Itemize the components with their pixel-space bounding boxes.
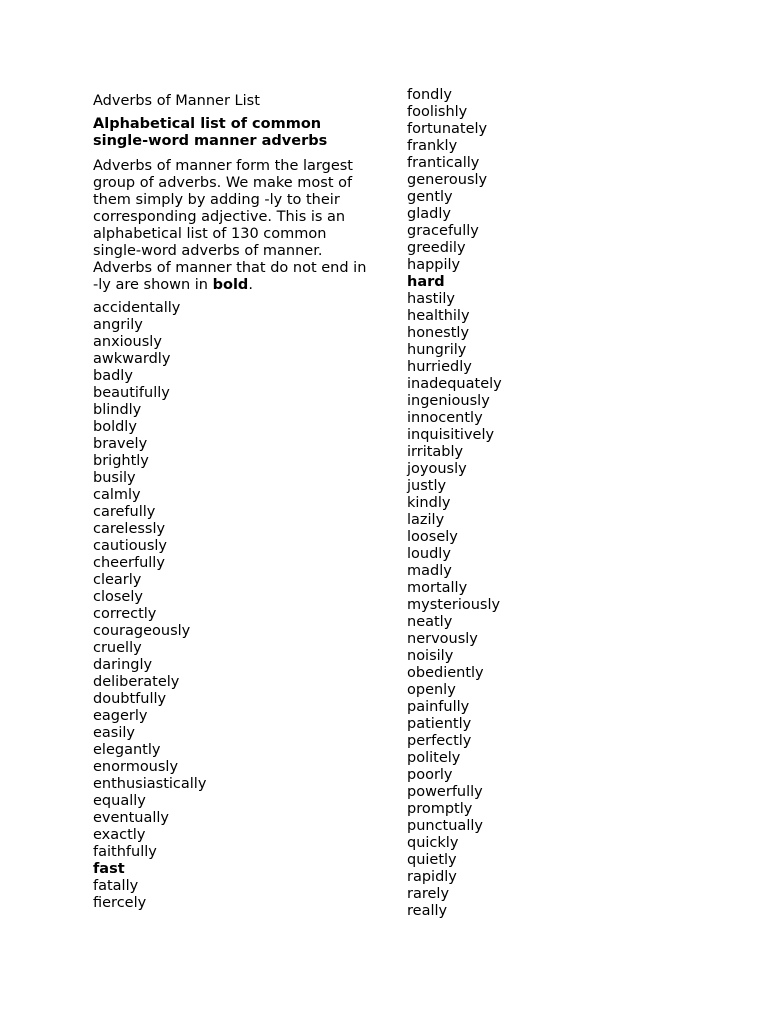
list-item: politely bbox=[407, 750, 461, 766]
list-item: hard bbox=[407, 274, 445, 290]
list-item: perfectly bbox=[407, 733, 472, 749]
list-item: eagerly bbox=[93, 708, 148, 724]
list-item: rapidly bbox=[407, 869, 457, 885]
list-item: really bbox=[407, 903, 448, 919]
list-item: busily bbox=[93, 470, 136, 486]
list-item: anxiously bbox=[93, 334, 162, 350]
list-item: mortally bbox=[407, 580, 468, 596]
list-item: enormously bbox=[93, 759, 179, 775]
list-item: cautiously bbox=[93, 538, 167, 554]
intro-paragraph bbox=[93, 158, 373, 294]
list-item: brightly bbox=[93, 453, 149, 469]
left-word-list bbox=[93, 300, 373, 912]
list-item: eventually bbox=[93, 810, 170, 826]
list-item: fast bbox=[93, 861, 125, 877]
list-item: healthily bbox=[407, 308, 470, 324]
list-item: rarely bbox=[407, 886, 450, 902]
list-item: carefully bbox=[93, 504, 156, 520]
list-item: kindly bbox=[407, 495, 451, 511]
list-item: elegantly bbox=[93, 742, 161, 758]
list-item: doubtfully bbox=[93, 691, 167, 707]
list-item: correctly bbox=[93, 606, 157, 622]
page-subtitle: Alphabetical list of common single-word manner adverbs bbox=[93, 116, 328, 149]
intro-end: . bbox=[248, 277, 253, 293]
list-item: carelessly bbox=[93, 521, 166, 537]
list-item: bravely bbox=[93, 436, 148, 452]
list-item: happily bbox=[407, 257, 461, 273]
list-item: noisily bbox=[407, 648, 454, 664]
list-item: obediently bbox=[407, 665, 484, 681]
list-item: painfully bbox=[407, 699, 470, 715]
list-item: patiently bbox=[407, 716, 472, 732]
list-item: quickly bbox=[407, 835, 459, 851]
list-item: faithfully bbox=[93, 844, 157, 860]
list-item: hastily bbox=[407, 291, 455, 307]
list-item: deliberately bbox=[93, 674, 180, 690]
list-item: frantically bbox=[407, 155, 480, 171]
list-item: loosely bbox=[407, 529, 458, 545]
right-column bbox=[407, 87, 707, 920]
list-item: lazily bbox=[407, 512, 445, 528]
list-item: blindly bbox=[93, 402, 142, 418]
list-item: gently bbox=[407, 189, 453, 205]
list-item: justly bbox=[407, 478, 447, 494]
list-item: fondly bbox=[407, 87, 452, 103]
list-item: awkwardly bbox=[93, 351, 171, 367]
list-item: closely bbox=[93, 589, 143, 605]
list-item: badly bbox=[93, 368, 133, 384]
list-item: poorly bbox=[407, 767, 453, 783]
list-item: cruelly bbox=[93, 640, 142, 656]
list-item: courageously bbox=[93, 623, 191, 639]
list-item: gracefully bbox=[407, 223, 479, 239]
list-item: loudly bbox=[407, 546, 451, 562]
list-item: frankly bbox=[407, 138, 458, 154]
left-column bbox=[93, 92, 373, 912]
list-item: greedily bbox=[407, 240, 466, 256]
list-item: promptly bbox=[407, 801, 473, 817]
list-item: easily bbox=[93, 725, 135, 741]
list-item: accidentally bbox=[93, 300, 181, 316]
list-item: generously bbox=[407, 172, 488, 188]
list-item: equally bbox=[93, 793, 146, 809]
list-item: honestly bbox=[407, 325, 470, 341]
intro-bold-word: bold bbox=[212, 277, 249, 293]
list-item: nervously bbox=[407, 631, 478, 647]
list-item: punctually bbox=[407, 818, 483, 834]
list-item: gladly bbox=[407, 206, 451, 222]
list-item: clearly bbox=[93, 572, 142, 588]
list-item: foolishly bbox=[407, 104, 468, 120]
list-item: joyously bbox=[407, 461, 467, 477]
list-item: openly bbox=[407, 682, 456, 698]
list-item: hungrily bbox=[407, 342, 467, 358]
list-item: enthusiastically bbox=[93, 776, 207, 792]
intro-text: Adverbs of manner form the largest group of adverbs. We make most of them simply by adding -ly to their corresponding adjective. This is an alphabetical list of 130 common single-word adverbs of manner. Adverbs of manner that do not end in -ly are shown in bbox=[93, 158, 367, 293]
list-item: exactly bbox=[93, 827, 146, 843]
page-title: Adverbs of Manner List bbox=[93, 93, 260, 109]
list-item: inquisitively bbox=[407, 427, 495, 443]
list-item: powerfully bbox=[407, 784, 483, 800]
right-word-list bbox=[407, 87, 707, 920]
list-item: cheerfully bbox=[93, 555, 165, 571]
list-item: inadequately bbox=[407, 376, 502, 392]
list-item: mysteriously bbox=[407, 597, 501, 613]
list-item: boldly bbox=[93, 419, 137, 435]
list-item: innocently bbox=[407, 410, 483, 426]
list-item: madly bbox=[407, 563, 452, 579]
list-item: fatally bbox=[93, 878, 139, 894]
list-item: angrily bbox=[93, 317, 143, 333]
list-item: calmly bbox=[93, 487, 141, 503]
list-item: beautifully bbox=[93, 385, 170, 401]
list-item: daringly bbox=[93, 657, 153, 673]
list-item: quietly bbox=[407, 852, 457, 868]
list-item: hurriedly bbox=[407, 359, 472, 375]
list-item: ingeniously bbox=[407, 393, 490, 409]
list-item: fortunately bbox=[407, 121, 488, 137]
list-item: irritably bbox=[407, 444, 464, 460]
list-item: neatly bbox=[407, 614, 453, 630]
list-item: fiercely bbox=[93, 895, 147, 911]
